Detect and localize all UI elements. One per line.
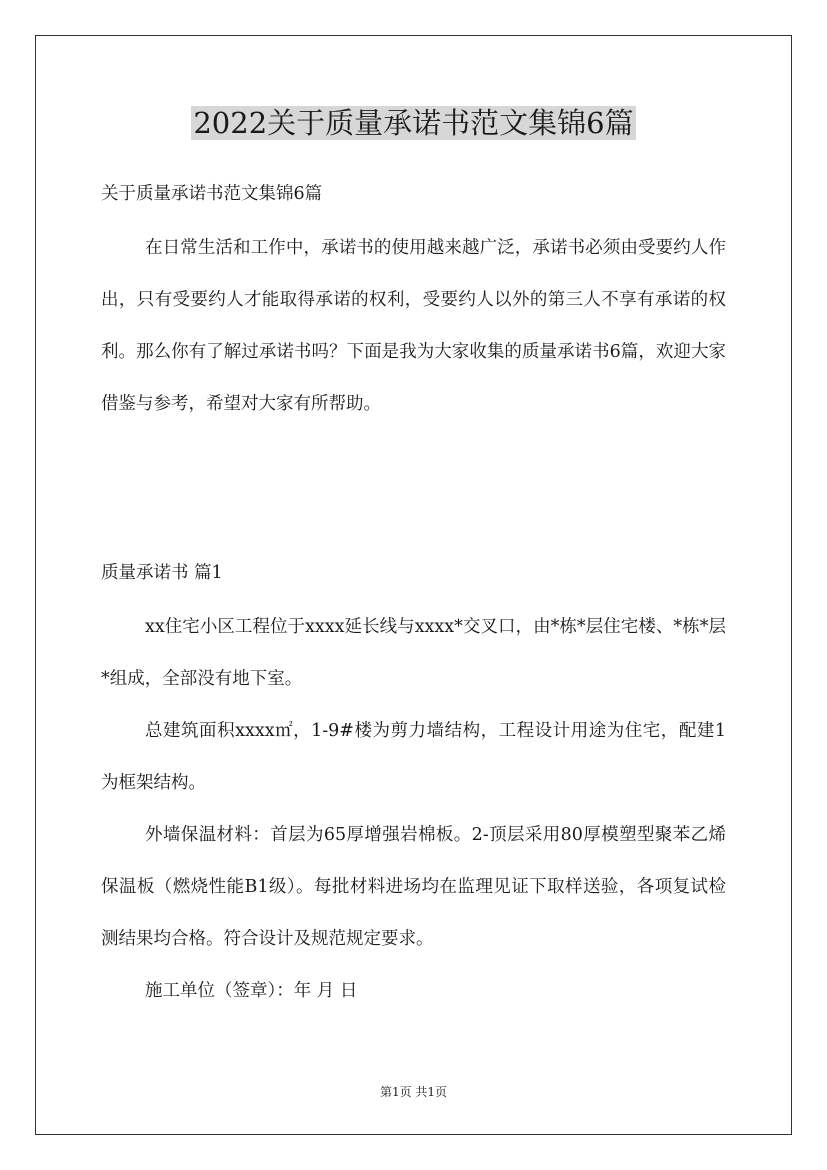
- document-title: [0, 100, 827, 146]
- section-heading: 质量承诺书 篇1: [101, 563, 223, 583]
- signature-line: 施工单位（签章）：年 月 日: [145, 981, 358, 1001]
- body-paragraph-2: 总建筑面积xxxx㎡，1-9#楼为剪力墙结构，工程设计用途为住宅，配建1为框架结构。: [101, 721, 726, 793]
- body-paragraph-1: xx住宅小区工程位于xxxx延长线与xxxx*交叉口，由*栋*层住宅楼、*栋*层*组成，全部没有地下室。: [101, 617, 726, 689]
- intro-paragraph: 在日常生活和工作中，承诺书的使用越来越广泛，承诺书必须由受要约人作出，只有受要约人才能取得承诺的权利，受要约人以外的第三人不享有承诺的权利。那么你有了解过承诺书吗？下面是我为大家收集的质量承诺书6篇，欢迎大家借鉴与参考，希望对大家有所帮助。: [101, 238, 726, 414]
- page-footer: 第1页 共1页: [379, 1085, 448, 1099]
- document-subtitle: 关于质量承诺书范文集锦6篇: [101, 184, 323, 204]
- document-title-text: 2022关于质量承诺书范文集锦6篇: [193, 106, 634, 140]
- body-paragraph-3: 外墙保温材料：首层为65厚增强岩棉板。2-顶层采用80厚模塑型聚苯乙烯保温板（燃烧性能B1级）。每批材料进场均在监理见证下取样送验，各项复试检测结果均合格。符合设计及规范规定要求。: [101, 825, 726, 949]
